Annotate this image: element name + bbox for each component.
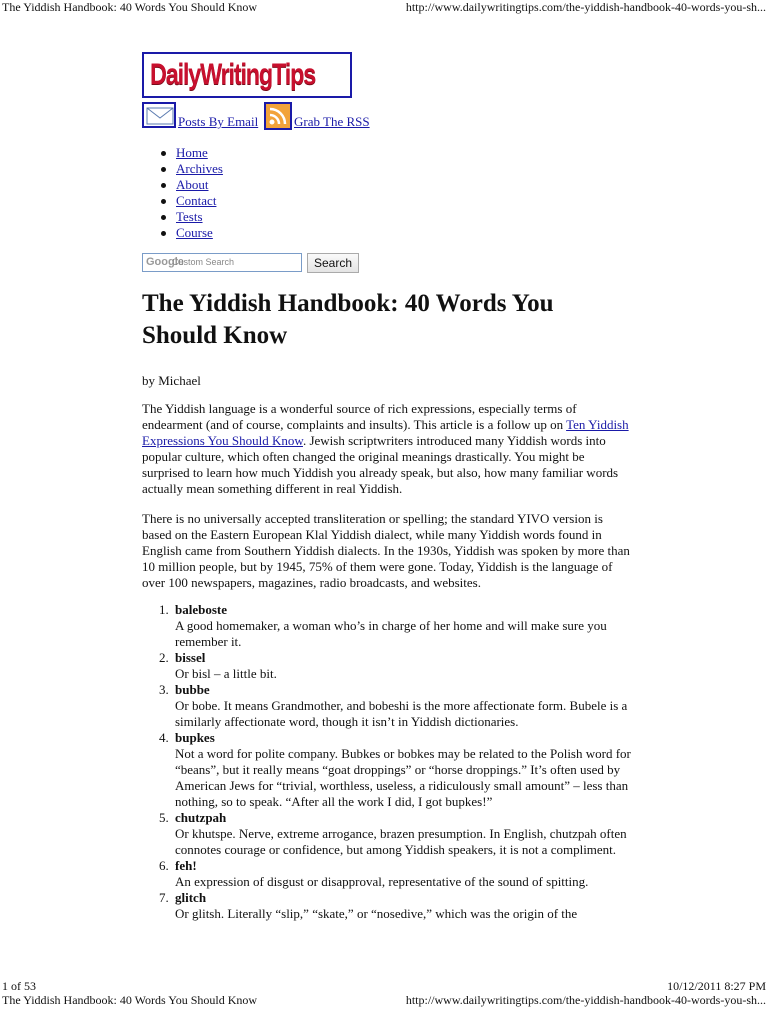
nav-link-archives[interactable]: Archives [176, 161, 223, 176]
word-term: baleboste [175, 602, 227, 617]
word-term: chutzpah [175, 810, 227, 825]
list-item [142, 602, 632, 650]
list-item [142, 730, 632, 810]
site-logo[interactable] [142, 52, 352, 98]
item-number: 7. [159, 890, 169, 905]
word-term: bupkes [175, 730, 215, 745]
intro-paragraph [142, 401, 632, 497]
print-datetime: 10/12/2011 8:27 PM [667, 979, 766, 993]
nav-link-tests[interactable]: Tests [176, 209, 203, 224]
print-footer [0, 993, 768, 1009]
rss-icon[interactable] [264, 102, 292, 130]
list-item [142, 650, 632, 682]
print-header-url: http://www.dailywritingtips.com/the-yiddish-handbook-40-words-you-sh... [405, 0, 766, 14]
nav-link-home[interactable]: Home [176, 145, 208, 160]
word-definition: Or glitsh. Literally “slip,” “skate,” or “nosedive,” which was the origin of the [175, 906, 578, 921]
word-list [142, 602, 632, 922]
article-title: The Yiddish Handbook: 40 Words You Should Know [142, 290, 554, 349]
print-header-title: The Yiddish Handbook: 40 Words You Should Know [2, 0, 258, 14]
main-nav [158, 145, 223, 241]
list-item [142, 810, 632, 858]
nav-item-contact [158, 193, 223, 209]
nav-item-about [158, 177, 223, 193]
word-definition: Not a word for polite company. Bubkes or bobkes may be related to the Polish word for “beans”, but it really means “goat droppings” or “horse droppings.” It’s often used by American Jews for “trivial, worthless, useless, a ridiculously small amount” – less than nothing, so to speak. “After all the work I did, I got bupkes!” [175, 746, 631, 809]
grab-rss-link[interactable]: Grab The RSS [294, 114, 370, 129]
nav-item-archives [158, 161, 223, 177]
word-definition: Or bisl – a little bit. [175, 666, 277, 681]
nav-item-course [158, 225, 223, 241]
word-term: feh! [175, 858, 197, 873]
search-placeholder: Custom Search [172, 257, 235, 267]
word-definition: Or khutspe. Nerve, extreme arrogance, brazen presumption. In English, chutzpah often connotes courage or confidence, but among Yiddish speakers, it is not a compliment. [175, 826, 627, 857]
word-definition: Or bobe. It means Grandmother, and bobeshi is the more affectionate form. Bubele is a similarly affectionate word, though it isn’t in Yiddish dictionaries. [175, 698, 628, 729]
site-logo-text: DailyWritingTips [150, 58, 316, 91]
nav-item-tests [158, 209, 223, 225]
email-icon[interactable] [142, 102, 176, 128]
list-item [142, 858, 632, 890]
intro-text-1: The Yiddish language is a wonderful source of rich expressions, especially terms of endearment (and of course, complaints and insults). This article is a follow up on [142, 401, 577, 432]
nav-link-contact[interactable]: Contact [176, 193, 217, 208]
related-article-link[interactable]: Ten Yiddish Expressions You Should Know [142, 417, 629, 448]
word-definition: A good homemaker, a woman who’s in charge of her home and will make sure you remember it. [175, 618, 607, 649]
print-page-number: 1 of 53 [2, 979, 36, 993]
word-definition: An expression of disgust or disapproval, representative of the sound of spitting. [175, 874, 589, 889]
item-number: 4. [159, 730, 169, 745]
print-footer-title: The Yiddish Handbook: 40 Words You Should Know [2, 993, 258, 1007]
word-term: glitch [175, 890, 207, 905]
article-byline: by Michael [142, 373, 201, 388]
nav-item-home [158, 145, 223, 161]
item-number: 1. [159, 602, 169, 617]
item-number: 6. [159, 858, 169, 873]
posts-by-email-link[interactable]: Posts By Email [178, 114, 259, 129]
word-term: bissel [175, 650, 206, 665]
word-term: bubbe [175, 682, 210, 697]
print-footer-url: http://www.dailywritingtips.com/the-yiddish-handbook-40-words-you-sh... [405, 993, 766, 1007]
google-logo: Google [146, 256, 184, 268]
print-header [0, 0, 768, 16]
list-item [142, 682, 632, 730]
nav-link-course[interactable]: Course [176, 225, 213, 240]
intro-text-2: . Jewish scriptwriters introduced many Yiddish words into popular culture, which often changed the original meanings drastically. You might be surprised to learn how much Yiddish you already speak, but also, how many familiar words actually mean something different in real Yiddish. [142, 433, 619, 496]
item-number: 3. [159, 682, 169, 697]
list-item [142, 890, 632, 922]
item-number: 5. [159, 810, 169, 825]
item-number: 2. [159, 650, 169, 665]
nav-link-about[interactable]: About [176, 177, 209, 192]
print-footer-meta [0, 979, 768, 993]
search-input[interactable] [142, 253, 302, 272]
second-paragraph: There is no universally accepted transliteration or spelling; the standard YIVO version is based on the Eastern European Klal Yiddish dialect, while many Yiddish words found in English came from Southern Yiddish dialects. In the 1930s, Yiddish was spoken by more than 10 million people, but by 1945, 75% of them were gone. Today, Yiddish is the language of over 100 newspapers, magazines, radio broadcasts, and websites. [142, 511, 630, 590]
search-button[interactable]: Search [307, 253, 359, 273]
